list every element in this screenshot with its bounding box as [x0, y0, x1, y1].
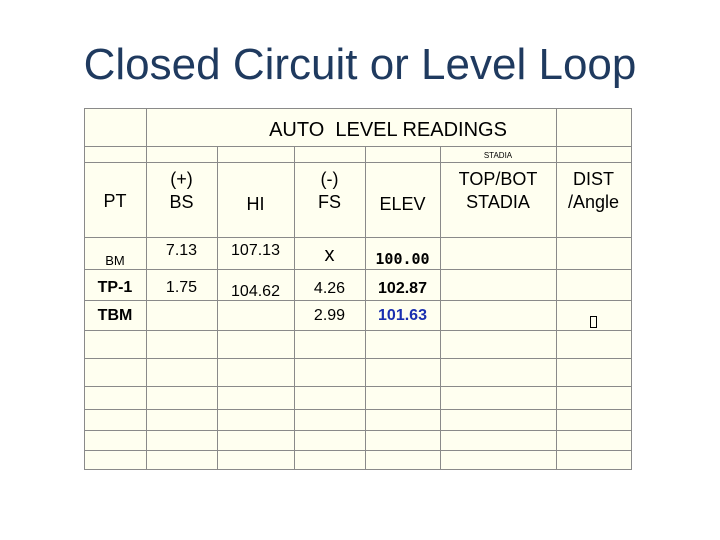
row-bm-fs: x [324, 244, 335, 266]
row-tbm-fs: 2.99 [313, 307, 346, 324]
header-topbot: TOP/BOT [458, 169, 538, 189]
grid-line [556, 108, 557, 469]
placeholder-glyph-icon [590, 316, 597, 328]
stadia-small-label: STADIA [483, 151, 513, 160]
grid-line [84, 409, 632, 410]
grid-line [84, 430, 632, 431]
header-hi: HI [246, 194, 265, 214]
header-dist: DIST [572, 169, 614, 189]
header-bs-sign: (+) [170, 169, 193, 189]
grid-line [84, 108, 632, 109]
row-bm-elev: 100.00 [375, 250, 430, 268]
grid-line [84, 358, 632, 359]
grid-line [84, 450, 632, 451]
header-elev: ELEV [379, 194, 426, 214]
row-tp1-bs: 1.75 [165, 279, 198, 296]
row-tp1-pt: TP-1 [97, 279, 133, 296]
header-bs: BS [169, 192, 194, 212]
row-bm-pt: BM [105, 253, 125, 268]
row-tp1-hi: 104.62 [231, 283, 280, 300]
header-stadia: STADIA [466, 192, 530, 212]
grid-line [84, 386, 632, 387]
grid-line [84, 269, 632, 270]
header-fs: FS [317, 192, 341, 212]
grid-line [84, 146, 632, 147]
row-tbm-elev: 101.63 [378, 307, 427, 324]
row-tbm-pt: TBM [97, 307, 133, 324]
slide-title: Closed Circuit or Level Loop [83, 40, 637, 89]
header-angle: /Angle [567, 192, 620, 212]
grid-line [84, 469, 632, 470]
row-bm-hi: 107.13 [231, 242, 280, 259]
grid-line [84, 162, 632, 163]
row-tp1-fs: 4.26 [313, 280, 346, 297]
header-pt: PT [103, 191, 127, 211]
grid-line [84, 300, 632, 301]
grid-line [84, 237, 632, 238]
table-caption: AUTO LEVEL READINGS [269, 119, 507, 141]
grid-line [631, 108, 632, 469]
grid-line [84, 330, 632, 331]
row-bm-bs: 7.13 [165, 242, 198, 259]
row-tp1-elev: 102.87 [378, 280, 427, 297]
header-fs-sign: (-) [320, 169, 339, 189]
